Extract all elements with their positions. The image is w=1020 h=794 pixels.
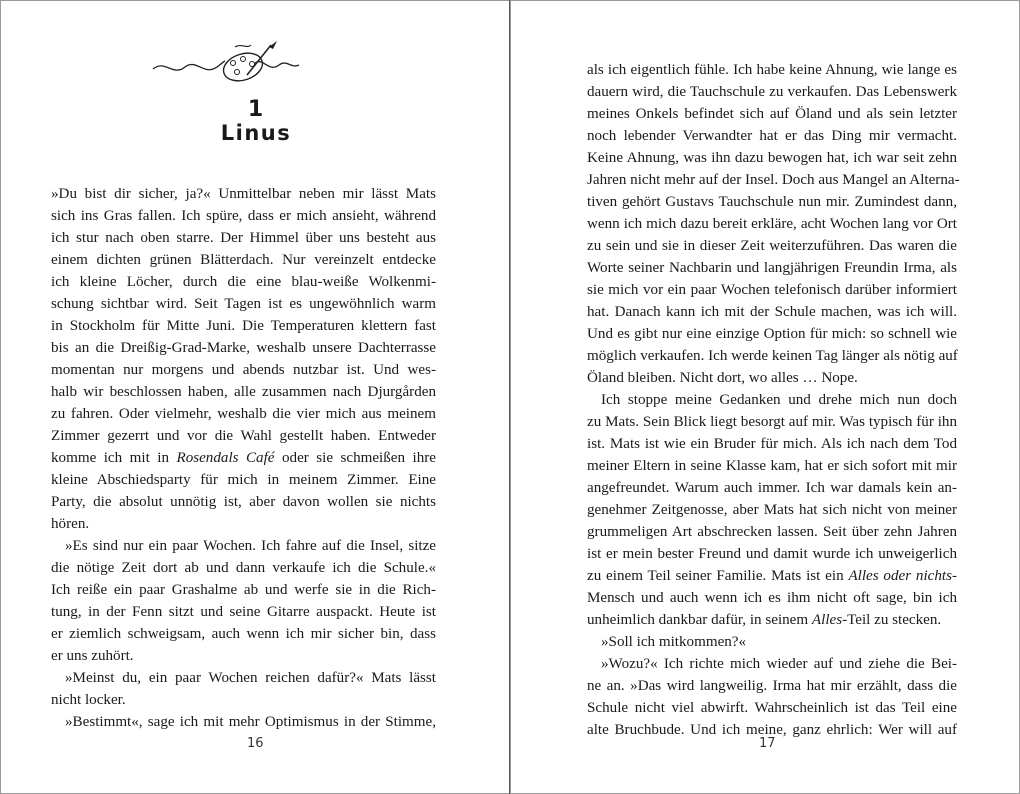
right-page-body xyxy=(587,59,960,741)
page-number-left: 16 xyxy=(247,736,264,751)
text-run: Schule nicht viel abwirft. Wahrscheinlich ist das Teil eine xyxy=(587,700,957,716)
text-run: Party, die absolut unnötig ist, aber davon wollen sie nichts xyxy=(51,494,436,510)
text-line xyxy=(51,205,436,227)
text-line xyxy=(51,359,436,381)
text-line xyxy=(51,337,436,359)
text-run: zu sein und sie in dieser Zeit weiterzuführen. Das waren die xyxy=(587,238,957,254)
text-run: ist. Mats ist wie ein Bruder für mich. Als ich nach dem Tod xyxy=(587,436,957,452)
text-line xyxy=(51,579,436,601)
text-line xyxy=(587,191,957,213)
text-line xyxy=(51,425,436,447)
text-line xyxy=(587,697,957,719)
text-run: »Wozu?« Ich richte mich wieder auf und ziehe die Bei- xyxy=(601,656,957,672)
text-line xyxy=(51,535,436,557)
text-line xyxy=(51,645,436,667)
text-line xyxy=(587,235,957,257)
text-line xyxy=(587,389,957,411)
text-line xyxy=(587,213,957,235)
text-line xyxy=(587,587,957,609)
text-run: ne an. »Das wird langweilig. Irma hat mir erzählt, dass die xyxy=(587,678,957,694)
text-run: sich ins Gras fallen. Ich spüre, dass er mich ansieht, während xyxy=(51,208,436,224)
text-run: grummeligen Art abschrecken lassen. Seit über zehn Jahren xyxy=(587,524,957,540)
italic-run: Alles oder nichts xyxy=(848,568,952,584)
text-run: Ich reiße ein paar Grashalme ab und werfe sie in die Rich- xyxy=(51,582,436,598)
text-run: Keine Ahnung, was ihn dazu bewogen hat, ich war seit zehn xyxy=(587,150,957,166)
right-page xyxy=(510,0,1020,794)
text-line xyxy=(587,257,957,279)
text-line xyxy=(51,249,436,271)
text-line xyxy=(587,103,957,125)
text-run: einem dichten grünen Blätterdach. Nur vereinzelt entdecke xyxy=(51,252,436,268)
text-run: -Teil zu stecken. xyxy=(842,612,942,628)
text-run: Öland bleiben. Nicht dort, wo alles … Nope. xyxy=(587,370,858,386)
italic-run: Rosendals Café xyxy=(176,450,275,466)
text-run: meines Onkels befindet sich auf Öland und als sein letzter xyxy=(587,106,957,122)
text-line xyxy=(51,293,436,315)
text-run: nicht locker. xyxy=(51,692,126,708)
text-line xyxy=(51,227,436,249)
italic-run: Alles xyxy=(811,612,843,628)
text-run: tung, in der Fenn sitzt und seine Gitarre auspackt. Heute ist xyxy=(51,604,436,620)
text-run: oder sie schmeißen ihre xyxy=(274,450,436,466)
text-run: ich kleine Löcher, durch die eine blau-weiße Wolkenmi- xyxy=(51,274,436,290)
text-run: komme ich mit in xyxy=(51,450,177,466)
text-run: sie mich vor ein paar Wochen telefonisch darüber informiert xyxy=(587,282,957,298)
text-run: »Meinst du, ein paar Wochen reichen dafür?« Mats lässt xyxy=(65,670,436,686)
text-line xyxy=(587,323,957,345)
page-number-right: 17 xyxy=(759,736,776,751)
text-run: Jahren nicht mehr auf der Insel. Doch aus Mangel an Alterna- xyxy=(587,172,960,188)
text-run: bis an die Dreißig-Grad-Marke, weshalb unsere Dachterrasse xyxy=(51,340,436,356)
text-run: meiner Eltern in seine Klasse kam, hat er sich sofort mit mir xyxy=(587,458,957,474)
text-line xyxy=(587,455,957,477)
text-line xyxy=(51,711,436,733)
text-run: als ich eigentlich fühle. Ich habe keine Ahnung, wie lange es xyxy=(587,62,957,78)
text-run: zu Mats. Sein Blick liegt besorgt auf mir. Was typisch für ihn xyxy=(587,414,957,430)
text-run: zu einem Teil seiner Familie. Mats ist ein xyxy=(587,568,849,584)
chapter-number: 1 xyxy=(247,97,265,122)
text-line xyxy=(51,271,436,293)
text-run: er uns zuhört. xyxy=(51,648,134,664)
text-run: dauern wird, die Tauchschule zu verkaufen. Das Lebenswerk xyxy=(587,84,957,100)
text-line xyxy=(587,675,957,697)
text-line xyxy=(587,433,957,455)
text-line xyxy=(587,169,960,191)
paint-palette-flourish-icon xyxy=(151,39,301,85)
chapter-title: Linus xyxy=(220,121,292,145)
text-line xyxy=(51,403,436,425)
text-run: kleine Abschiedsparty für mich in meinem Zimmer. Eine xyxy=(51,472,436,488)
text-run: zu fahren. Oder vielmehr, weshalb die vier mich aus meinem xyxy=(51,406,436,422)
text-run: tiven gehört Gustavs Tauchschule nun mir. Zumindest dann, xyxy=(587,194,957,210)
text-line xyxy=(51,557,436,579)
text-run: wenn ich mich dazu bereit erkläre, acht Wochen lang vor Ort xyxy=(587,216,957,232)
text-run: momentan nur morgens und abends nutzbar ist. Und wes- xyxy=(51,362,436,378)
text-run: hören. xyxy=(51,516,90,532)
text-run: genehmer Zeitgenosse, aber Mats hat sich nicht von meiner xyxy=(587,502,957,518)
text-line xyxy=(51,601,436,623)
text-run: Und es gibt nur eine einzige Option für mich: so schnell wie xyxy=(587,326,957,342)
text-run: »Soll ich mitkommen?« xyxy=(601,634,747,650)
text-run: »Es sind nur ein paar Wochen. Ich fahre auf die Insel, sitze xyxy=(65,538,436,554)
text-run: Zimmer gezerrt und vor die Wahl gestellt haben. Entweder xyxy=(51,428,436,444)
text-run: die nötige Zeit dort ab und dann verkaufe ich die Schule.« xyxy=(51,560,436,576)
text-run: ich stur nach oben starre. Der Himmel über uns besteht aus xyxy=(51,230,436,246)
text-line xyxy=(587,147,957,169)
text-line xyxy=(587,301,957,323)
text-run: Ich stoppe meine Gedanken und drehe mich nun doch xyxy=(601,392,957,408)
text-line xyxy=(51,623,436,645)
text-line xyxy=(51,183,436,205)
text-line xyxy=(587,653,957,675)
text-run: »Du bist dir sicher, ja?« Unmittelbar neben mir lässt Mats xyxy=(51,186,436,202)
text-run: schung sichtbar wird. Seit Tagen ist es ungewöhnlich warm xyxy=(51,296,436,312)
text-line xyxy=(587,631,957,653)
text-run: Mensch und auch wenn ich es ihm nicht oft sage, bin ich xyxy=(587,590,957,606)
text-line xyxy=(51,667,436,689)
text-line xyxy=(51,513,436,535)
text-line xyxy=(587,279,957,301)
text-line xyxy=(587,477,957,499)
text-line xyxy=(51,315,436,337)
text-line xyxy=(587,565,957,587)
text-run: noch lebender Verwandter hat er das Ding mir vermacht. xyxy=(587,128,957,144)
text-run: möglich verkaufen. Ich werde keinen Tag länger als nötig auf xyxy=(587,348,958,364)
left-page-body xyxy=(51,183,436,733)
text-line xyxy=(587,499,957,521)
text-line xyxy=(51,689,436,711)
text-run: ist er mein bester Freund und damit wurde ich unweigerlich xyxy=(587,546,957,562)
text-run: unheimlich dankbar dafür, in seinem xyxy=(587,612,812,628)
text-line xyxy=(51,491,436,513)
text-run: »Bestimmt«, sage ich mit mehr Optimismus in der Stimme, xyxy=(65,714,436,730)
text-run: alte Bruchbude. Und ich meine, ganz ehrlich: Wer will auf xyxy=(587,722,957,738)
text-line xyxy=(587,609,957,631)
text-line xyxy=(587,59,957,81)
text-run: er ziemlich schweigsam, auch wenn ich mir sicher bin, dass xyxy=(51,626,436,642)
text-line xyxy=(587,345,957,367)
text-line xyxy=(587,81,957,103)
text-line xyxy=(51,447,436,469)
text-run: Worte seiner Nachbarin und langjährigen Freundin Irma, als xyxy=(587,260,957,276)
text-run: in Stockholm für Mitte Juni. Die Temperaturen klettern fast xyxy=(51,318,436,334)
text-line xyxy=(587,543,957,565)
text-run: halb wir beschlossen haben, alle zusammen nach Djurgården xyxy=(51,384,436,400)
text-run: - xyxy=(951,568,957,584)
text-line xyxy=(587,411,957,433)
text-line xyxy=(587,125,957,147)
text-line xyxy=(51,381,436,403)
text-run: hat. Danach kann ich mit der Schule machen, was ich will. xyxy=(587,304,957,320)
text-run: angefreundet. Warum auch immer. Ich war damals kein an- xyxy=(587,480,957,496)
text-line xyxy=(587,367,957,389)
text-line xyxy=(51,469,436,491)
text-line xyxy=(587,521,957,543)
